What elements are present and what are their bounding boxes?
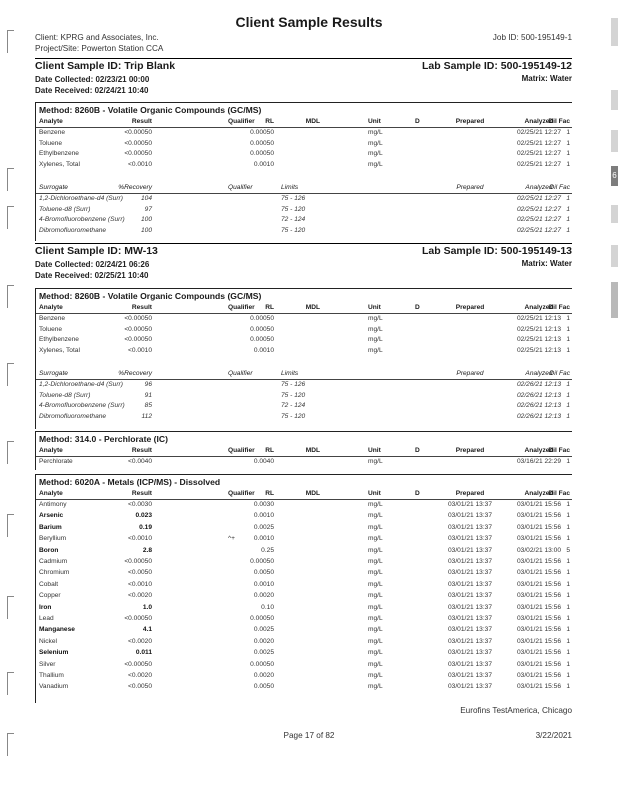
table-row xyxy=(36,534,572,544)
cell-analyte: Antimony xyxy=(39,501,67,508)
cell-rl: 0.0010 xyxy=(253,512,274,520)
method-title: Method: 6020A - Metals (ICP/MS) - Dissolved xyxy=(39,477,221,487)
report-date: 3/22/2021 xyxy=(535,731,572,740)
cell-result: 0.011 xyxy=(135,649,152,657)
surrogate-row: Dibromofluoromethane 112 75 - 120 02/26/21 12:13 1 xyxy=(39,412,570,420)
cell-unit: mg/L xyxy=(368,535,383,543)
lab-name: Eurofins TestAmerica, Chicago xyxy=(460,706,572,715)
cell-dil: 1 xyxy=(566,672,570,679)
cell-unit: mg/L xyxy=(368,580,383,588)
col-unit: Unit xyxy=(368,118,381,125)
client-line xyxy=(35,33,572,42)
surrogate-row: Toluene-d8 (Surr) 91 75 - 120 02/26/21 12:13 1 xyxy=(39,391,570,399)
table-row xyxy=(36,603,572,613)
cell-result: 4.1 xyxy=(142,626,152,634)
cell-analyte: Lead xyxy=(39,615,54,622)
table-row xyxy=(36,500,572,510)
cell-analyzed: 03/01/21 15:56 xyxy=(517,523,561,531)
date-received: Date Received: 02/25/21 10:40 xyxy=(35,271,149,280)
cell-rl: 0.0050 xyxy=(253,683,274,691)
cell-dil: 1 xyxy=(566,501,570,508)
table-row xyxy=(36,591,572,601)
cell-dil: 1 xyxy=(566,649,570,657)
table-row xyxy=(36,523,572,533)
cell-analyte: Selenium xyxy=(39,649,69,657)
cell-analyte: Copper xyxy=(39,592,61,600)
column-header xyxy=(36,117,572,128)
table-row xyxy=(36,648,572,658)
col-d: D xyxy=(415,118,420,125)
table-row xyxy=(36,614,572,624)
cell-result: 2.8 xyxy=(142,546,152,554)
date-received: Date Received: 02/24/21 10:40 xyxy=(35,86,149,95)
sample-header xyxy=(35,58,572,99)
table-row xyxy=(36,625,572,635)
cell-prepared: 03/01/21 13:37 xyxy=(448,535,492,543)
side-tab xyxy=(611,90,618,110)
cell-analyte: Chromium xyxy=(39,569,70,577)
col-dil-fac: Dil Fac xyxy=(548,118,570,125)
cell-prepared: 03/01/21 13:37 xyxy=(448,626,492,634)
table-row xyxy=(36,546,572,556)
table-row xyxy=(36,511,572,521)
cell-prepared: 03/01/21 13:37 xyxy=(448,592,492,600)
cell-unit: mg/L xyxy=(368,649,383,657)
cell-result: <0.00050 xyxy=(124,660,152,668)
date-collected: Date Collected: 02/23/21 00:00 xyxy=(35,75,150,84)
table-row: Benzene <0.00050 0.00050 mg/L 02/25/21 12:13 1 xyxy=(39,315,570,322)
cell-rl: 0.00050 xyxy=(250,615,274,622)
cell-analyzed: 03/01/21 15:56 xyxy=(517,535,561,543)
column-header: Analyte Result Qualifier RL MDL Unit D Prepared Analyzed Dil Fac xyxy=(36,446,572,457)
side-tab xyxy=(611,205,618,223)
cell-analyte: Beryllium xyxy=(39,535,67,543)
cell-unit: mg/L xyxy=(368,683,383,691)
cell-analyzed: 03/01/21 15:56 xyxy=(517,672,561,679)
cell-rl: 0.0030 xyxy=(253,501,274,508)
cell-rl: 0.0025 xyxy=(253,626,274,634)
cell-result: <0.0050 xyxy=(127,569,152,577)
table-row: Ethylbenzene <0.00050 0.00050 mg/L 02/25/21 12:27 1 xyxy=(39,150,570,157)
cell-prepared: 03/01/21 13:37 xyxy=(448,512,492,520)
cell-result: <0.0010 xyxy=(127,580,152,588)
cell-prepared: 03/01/21 13:37 xyxy=(448,523,492,531)
cell-rl: 0.10 xyxy=(261,603,274,611)
cell-prepared: 03/01/21 13:37 xyxy=(448,546,492,554)
cell-unit: mg/L xyxy=(368,637,383,645)
cell-unit: mg/L xyxy=(368,592,383,600)
cell-dil: 1 xyxy=(566,580,570,588)
cell-result: <0.0010 xyxy=(127,535,152,543)
cell-rl: 0.0025 xyxy=(253,649,274,657)
cell-unit: mg/L xyxy=(368,558,383,565)
client-sample-id: Client Sample ID: Trip Blank xyxy=(35,60,176,72)
cell-prepared: 03/01/21 13:37 xyxy=(448,649,492,657)
cell-analyte: Arsenic xyxy=(39,512,64,520)
date-collected: Date Collected: 02/24/21 06:26 xyxy=(35,260,150,269)
cell-analyzed: 03/01/21 15:56 xyxy=(517,580,561,588)
cell-prepared: 03/01/21 13:37 xyxy=(448,683,492,691)
column-header: Analyte Result Qualifier RL MDL Unit D Prepared Analyzed Dil Fac xyxy=(36,489,572,500)
table-row xyxy=(36,580,572,590)
method-title: Method: 314.0 - Perchlorate (IC) xyxy=(39,434,168,444)
cell-unit: mg/L xyxy=(368,603,383,611)
cell-dil: 1 xyxy=(566,660,570,668)
matrix: Matrix: Water xyxy=(521,259,572,268)
cell-analyzed: 03/01/21 15:56 xyxy=(517,569,561,577)
cell-analyte: Boron xyxy=(39,546,59,554)
table-row xyxy=(36,637,572,647)
table-row: Ethylbenzene <0.00050 0.00050 mg/L 02/25/21 12:13 1 xyxy=(39,336,570,343)
table-row: Toluene <0.00050 0.00050 mg/L 02/25/21 12:13 1 xyxy=(39,325,570,333)
cell-prepared: 03/01/21 13:37 xyxy=(448,637,492,645)
method-title: Method: 8260B - Volatile Organic Compounds (GC/MS) xyxy=(39,291,262,301)
cell-prepared: 03/01/21 13:37 xyxy=(448,603,492,611)
cell-result: 1.0 xyxy=(142,603,152,611)
cell-analyzed: 03/01/21 15:56 xyxy=(517,649,561,657)
cell-dil: 1 xyxy=(566,592,570,600)
sample-header xyxy=(35,243,572,284)
cell-result: <0.00050 xyxy=(124,558,152,565)
client-sample-id: Client Sample ID: MW-13 xyxy=(35,245,158,257)
cell-rl: 0.00050 xyxy=(250,660,274,668)
cell-rl: 0.0020 xyxy=(253,637,274,645)
cell-result: <0.0020 xyxy=(127,592,152,600)
cell-analyte: Thallium xyxy=(39,672,64,679)
cell-analyzed: 03/01/21 15:56 xyxy=(517,558,561,565)
method-block xyxy=(35,288,572,429)
method-block xyxy=(35,431,572,470)
cell-dil: 1 xyxy=(566,535,570,543)
cell-dil: 1 xyxy=(566,523,570,531)
table-row xyxy=(36,671,572,681)
cell-result: 0.023 xyxy=(135,512,152,520)
col-mdl: MDL xyxy=(305,118,320,125)
cell-dil: 1 xyxy=(566,683,570,691)
cell-analyzed: 03/01/21 15:56 xyxy=(517,626,561,634)
cell-analyte: Barium xyxy=(39,523,62,531)
cell-prepared: 03/01/21 13:37 xyxy=(448,558,492,565)
page-number: Page 17 of 82 xyxy=(283,731,335,740)
cell-dil: 1 xyxy=(566,603,570,611)
table-row xyxy=(36,568,572,578)
cell-dil: 1 xyxy=(566,558,570,565)
cell-unit: mg/L xyxy=(368,523,383,531)
col-result: Result xyxy=(131,118,152,125)
cell-prepared: 03/01/21 13:37 xyxy=(448,580,492,588)
cell-result: <0.0020 xyxy=(127,672,152,679)
cell-prepared: 03/01/21 13:37 xyxy=(448,672,492,679)
cell-analyte: Silver xyxy=(39,660,56,668)
lab-sample-id: Lab Sample ID: 500-195149-13 xyxy=(422,245,572,257)
table-row xyxy=(36,660,572,670)
cell-analyzed: 03/01/21 15:56 xyxy=(517,603,561,611)
cell-unit: mg/L xyxy=(368,626,383,634)
cell-prepared: 03/01/21 13:37 xyxy=(448,615,492,622)
col-prepared: Prepared xyxy=(455,118,485,125)
side-tab xyxy=(611,245,618,267)
cell-result: <0.0020 xyxy=(127,637,152,645)
cell-analyzed: 03/01/21 15:56 xyxy=(517,637,561,645)
surrogate-header: Surrogate %Recovery Qualifier Limits Prepared Analyzed Dil Fac xyxy=(36,369,572,380)
surrogate-row: 1,2-Dichloroethane-d4 (Surr) 104 75 - 126 02/25/21 12:27 1 xyxy=(39,195,570,202)
cell-analyzed: 03/01/21 15:56 xyxy=(517,592,561,600)
cell-analyte: Vanadium xyxy=(39,683,69,691)
cell-dil: 5 xyxy=(566,546,570,554)
surrogate-row: Dibromofluoromethane 100 75 - 120 02/25/21 12:27 1 xyxy=(39,226,570,234)
cell-analyzed: 03/02/21 13:00 xyxy=(517,546,561,554)
col-rl: RL xyxy=(265,118,274,125)
cell-analyzed: 03/01/21 15:56 xyxy=(517,660,561,668)
col-analyzed: Analyzed xyxy=(524,118,554,125)
cell-rl: 0.0010 xyxy=(253,580,274,588)
method-block xyxy=(35,474,572,703)
cell-dil: 1 xyxy=(566,637,570,645)
cell-analyzed: 03/01/21 15:56 xyxy=(517,501,561,508)
project-site: Project/Site: Powerton Station CCA xyxy=(35,44,164,53)
method-title: Method: 8260B - Volatile Organic Compounds (GC/MS) xyxy=(39,105,262,115)
cell-dil: 1 xyxy=(566,569,570,577)
cell-prepared: 03/01/21 13:37 xyxy=(448,660,492,668)
cell-rl: 0.00050 xyxy=(250,558,274,565)
surrogate-row: 1,2-Dichloroethane-d4 (Surr) 96 75 - 126 02/26/21 12:13 1 xyxy=(39,381,570,388)
cell-analyte: Nickel xyxy=(39,637,57,645)
cell-dil: 1 xyxy=(566,626,570,634)
column-header: Analyte Result Qualifier RL MDL Unit D Prepared Analyzed Dil Fac xyxy=(36,303,572,314)
side-tab-number: 6 xyxy=(611,166,618,186)
cell-result: <0.00050 xyxy=(124,615,152,622)
col-qualifier: Qualifier xyxy=(228,118,255,125)
cell-unit: mg/L xyxy=(368,501,383,508)
side-tab xyxy=(611,130,618,152)
matrix: Matrix: Water xyxy=(521,74,572,83)
table-row xyxy=(36,682,572,692)
cell-result: <0.0050 xyxy=(127,683,152,691)
job-id: Job ID: 500-195149-1 xyxy=(492,33,572,42)
cell-rl: 0.0020 xyxy=(253,592,274,600)
cell-rl: 0.0050 xyxy=(253,569,274,577)
cell-dil: 1 xyxy=(566,512,570,520)
cell-prepared: 03/01/21 13:37 xyxy=(448,569,492,577)
table-row xyxy=(36,557,572,567)
col-analyte: Analyte xyxy=(39,118,63,125)
cell-dil: 1 xyxy=(566,615,570,622)
cell-prepared: 03/01/21 13:37 xyxy=(448,501,492,508)
cell-qualifier: ^+ xyxy=(228,535,235,543)
table-row: Xylenes, Total <0.0010 0.0010 mg/L 02/25/21 12:13 1 xyxy=(39,346,570,354)
method-block xyxy=(35,102,572,241)
client-name: Client: KPRG and Associates, Inc. xyxy=(35,33,159,42)
surrogate-row: 4-Bromofluorobenzene (Surr) 85 72 - 124 02/26/21 12:13 1 xyxy=(39,402,570,409)
cell-result: 0.19 xyxy=(139,523,152,531)
table-row: Benzene <0.00050 0.00050 mg/L 02/25/21 12:27 1 xyxy=(39,129,570,136)
cell-analyzed: 03/01/21 15:56 xyxy=(517,615,561,622)
cell-unit: mg/L xyxy=(368,512,383,520)
cell-unit: mg/L xyxy=(368,569,383,577)
cell-analyzed: 03/01/21 15:56 xyxy=(517,512,561,520)
cell-unit: mg/L xyxy=(368,672,383,679)
surrogate-header: Surrogate %Recovery Qualifier Limits Prepared Analyzed Dil Fac xyxy=(36,183,572,194)
cell-unit: mg/L xyxy=(368,660,383,668)
lab-sample-id: Lab Sample ID: 500-195149-12 xyxy=(422,60,572,72)
binder-marks xyxy=(0,0,16,800)
table-row: Perchlorate <0.0040 0.0040 mg/L 03/16/21 22:29 1 xyxy=(39,458,570,465)
cell-analyzed: 03/01/21 15:56 xyxy=(517,683,561,691)
surrogate-row: 4-Bromofluorobenzene (Surr) 100 72 - 124 02/25/21 12:27 1 xyxy=(39,216,570,223)
cell-result: <0.0030 xyxy=(127,501,152,508)
cell-analyte: Cadmium xyxy=(39,558,68,565)
project-line xyxy=(35,44,572,53)
cell-analyte: Iron xyxy=(39,603,52,611)
cell-rl: 0.25 xyxy=(261,546,274,554)
cell-rl: 0.0020 xyxy=(253,672,274,679)
table-row: Xylenes, Total <0.0010 0.0010 mg/L 02/25/21 12:27 1 xyxy=(39,160,570,168)
side-tab xyxy=(611,282,618,318)
table-row: Toluene <0.00050 0.00050 mg/L 02/25/21 12:27 1 xyxy=(39,139,570,147)
page-title: Client Sample Results xyxy=(235,14,383,30)
cell-unit: mg/L xyxy=(368,615,383,622)
cell-analyte: Manganese xyxy=(39,626,75,634)
cell-unit: mg/L xyxy=(368,546,383,554)
cell-rl: 0.0010 xyxy=(253,535,274,543)
cell-analyte: Cobalt xyxy=(39,580,59,588)
surrogate-row: Toluene-d8 (Surr) 97 75 - 120 02/25/21 12:27 1 xyxy=(39,205,570,213)
cell-rl: 0.0025 xyxy=(253,523,274,531)
